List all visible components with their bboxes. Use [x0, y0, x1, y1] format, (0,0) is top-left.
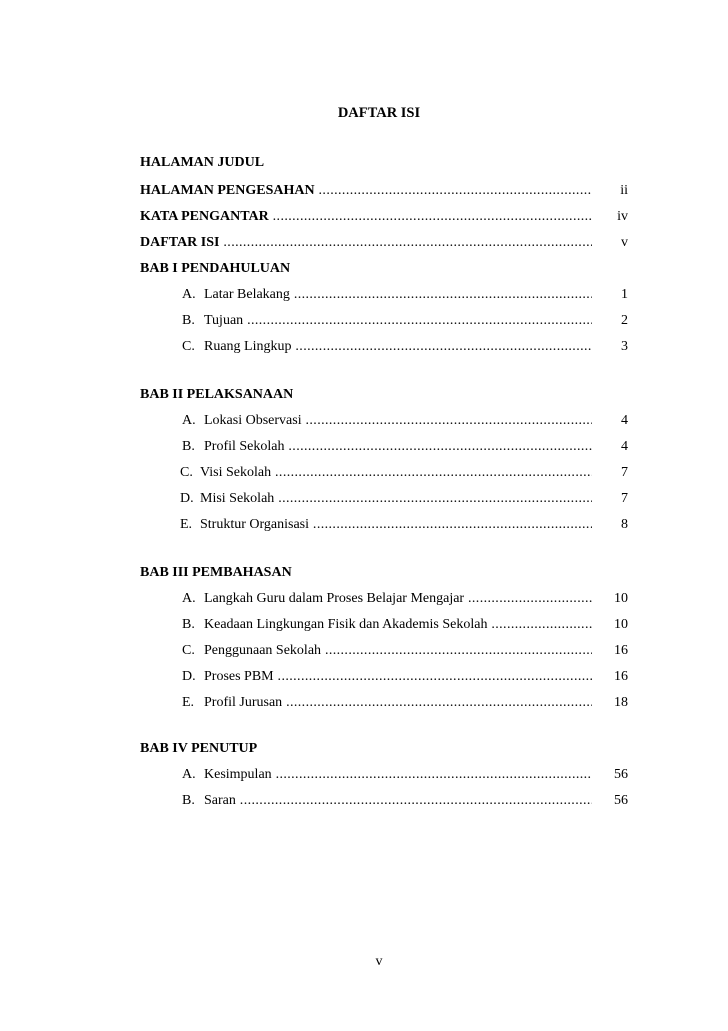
toc-entry-label: Saran: [204, 793, 236, 808]
dot-leader: [274, 668, 592, 686]
toc-entry-page: 1: [621, 287, 628, 302]
toc-entry-label: Penggunaan Sekolah: [204, 643, 322, 658]
toc-entry-label: Proses PBM: [204, 669, 274, 684]
toc-entry-page: 8: [621, 517, 628, 532]
toc-entry-label: HALAMAN PENGESAHAN: [140, 183, 315, 198]
dot-leader: [274, 490, 592, 508]
toc-entry[interactable]: [182, 438, 628, 456]
toc-entry[interactable]: [180, 464, 628, 482]
toc-entry-letter: A.: [182, 413, 196, 428]
toc-entry-label: Keadaan Lingkungan Fisik dan Akademis Sekolah: [204, 617, 488, 632]
dot-leader: [272, 766, 592, 784]
chapter-heading-bab-3[interactable]: BAB III PEMBAHASAN: [140, 565, 292, 580]
toc-entry-label: Latar Belakang: [204, 287, 290, 302]
dot-leader: [290, 286, 592, 304]
toc-entry-page: 4: [621, 439, 628, 454]
toc-entry-letter: D.: [182, 669, 196, 684]
toc-entry[interactable]: [182, 412, 628, 430]
toc-entry-halaman-pengesahan[interactable]: [140, 182, 628, 200]
toc-entry-label: DAFTAR ISI: [140, 235, 220, 250]
toc-entry[interactable]: [182, 766, 628, 784]
dot-leader: [282, 694, 592, 712]
toc-entry[interactable]: [182, 642, 628, 660]
toc-entry-page: 2: [621, 313, 628, 328]
toc-entry[interactable]: [182, 792, 628, 810]
toc-entry-letter: A.: [182, 591, 196, 606]
toc-entry[interactable]: [182, 616, 628, 634]
toc-entry-page: 18: [614, 695, 628, 710]
toc-entry-label: Misi Sekolah: [200, 491, 275, 506]
toc-entry-page: 10: [614, 591, 628, 606]
toc-entry-page: 3: [621, 339, 628, 354]
toc-entry-letter: A.: [182, 287, 196, 302]
toc-entry-daftar-isi[interactable]: [140, 234, 628, 252]
dot-leader: [236, 792, 592, 810]
toc-entry-label: Visi Sekolah: [200, 465, 272, 480]
toc-entry-label: Struktur Organisasi: [200, 517, 310, 532]
toc-entry[interactable]: [182, 312, 628, 330]
toc-entry-page: 10: [614, 617, 628, 632]
toc-entry-label: Profil Sekolah: [204, 439, 285, 454]
dot-leader: [292, 338, 593, 356]
toc-entry-page: 7: [621, 465, 628, 480]
toc-entry-page: 7: [621, 491, 628, 506]
toc-entry-letter: B.: [182, 439, 195, 454]
chapter-heading-bab-4[interactable]: BAB IV PENUTUP: [140, 741, 258, 756]
toc-entry-label: HALAMAN JUDUL: [140, 155, 265, 170]
toc-entry-letter: B.: [182, 313, 195, 328]
toc-entry[interactable]: [182, 668, 628, 686]
toc-entry-letter: A.: [182, 767, 196, 782]
dot-leader: [309, 516, 592, 534]
toc-entry-page: 16: [614, 669, 628, 684]
dot-leader: [302, 412, 592, 430]
toc-entry-letter: B.: [182, 793, 195, 808]
toc-entry-page: 16: [614, 643, 628, 658]
toc-entry-page: 56: [614, 793, 628, 808]
toc-entry-page: ii: [620, 183, 628, 198]
toc-entry[interactable]: [182, 338, 628, 356]
page-number: v: [375, 954, 383, 969]
toc-entry-letter: C.: [180, 465, 193, 480]
toc-entry-kata-pengantar[interactable]: [140, 208, 628, 226]
toc-entry[interactable]: [182, 694, 628, 712]
dot-leader: [315, 182, 592, 200]
chapter-heading-bab-1[interactable]: BAB I PENDAHULUAN: [140, 261, 291, 276]
toc-entry-label: KATA PENGANTAR: [140, 209, 269, 224]
toc-entry-page: 4: [621, 413, 628, 428]
page-title: DAFTAR ISI: [337, 105, 421, 121]
toc-entry-letter: E.: [182, 695, 195, 710]
toc-entry[interactable]: [180, 516, 628, 534]
dot-leader: [219, 234, 592, 252]
toc-entry-halaman-judul[interactable]: [140, 154, 628, 172]
toc-entry-label: Langkah Guru dalam Proses Belajar Mengajar: [204, 591, 465, 606]
toc-entry-letter: D.: [180, 491, 194, 506]
dot-leader: [464, 590, 592, 608]
toc-entry-label: Lokasi Observasi: [204, 413, 302, 428]
toc-entry-page: v: [621, 235, 628, 250]
toc-entry[interactable]: [182, 286, 628, 304]
toc-entry-letter: B.: [182, 617, 195, 632]
toc-entry-letter: C.: [182, 339, 195, 354]
dot-leader: [321, 642, 592, 660]
toc-entry-label: Ruang Lingkup: [204, 339, 292, 354]
toc-entry-page: 56: [614, 767, 628, 782]
dot-leader: [285, 438, 593, 456]
toc-entry-label: Tujuan: [204, 313, 244, 328]
toc-entry-letter: E.: [180, 517, 193, 532]
dot-leader: [487, 616, 592, 634]
dot-leader: [243, 312, 592, 330]
toc-entry[interactable]: [182, 590, 628, 608]
chapter-heading-bab-2[interactable]: BAB II PELAKSANAAN: [140, 387, 294, 402]
toc-entry[interactable]: [180, 490, 628, 508]
toc-entry-page: iv: [617, 209, 628, 224]
toc-entry-letter: C.: [182, 643, 195, 658]
toc-entry-label: Profil Jurusan: [204, 695, 283, 710]
toc-entry-label: Kesimpulan: [204, 767, 272, 782]
dot-leader: [271, 464, 592, 482]
dot-leader: [269, 208, 592, 226]
